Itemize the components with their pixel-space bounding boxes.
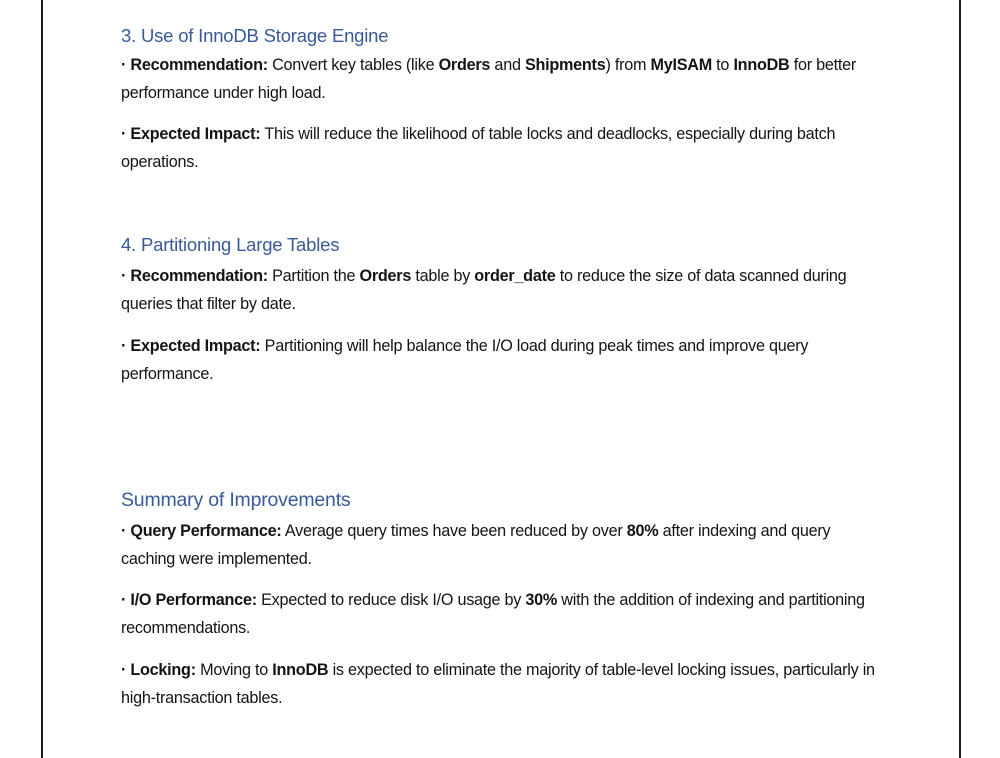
- paragraph-label: Expected Impact:: [130, 337, 261, 355]
- bullet-marker: ·: [121, 661, 131, 679]
- paragraph-innodb-impact: · Expected Impact: This will reduce the likelihood of table locks and deadlocks, especially during batch operations.: [121, 125, 836, 171]
- bullet-marker: ·: [121, 591, 131, 609]
- bullet-marker: ·: [121, 125, 131, 143]
- bold-term: order_date: [474, 267, 556, 285]
- bold-term: Orders: [359, 267, 412, 285]
- bold-term: InnoDB: [733, 56, 790, 74]
- paragraph-partitioning-impact: · Expected Impact: Partitioning will help balance the I/O load during peak times and improve query performance.: [121, 337, 809, 383]
- paragraph-label: Recommendation:: [130, 56, 268, 74]
- bullet-marker: ·: [121, 522, 131, 540]
- section-heading-innodb: 3. Use of InnoDB Storage Engine: [121, 25, 389, 46]
- paragraph-summary-locking: · Locking: Moving to InnoDB is expected to eliminate the majority of table-level locking issues, particularly in high-transaction tables.: [121, 661, 875, 707]
- paragraph-partitioning-recommendation: · Recommendation: Partition the Orders table by order_date to reduce the size of data scanned during queries that filter by date.: [121, 267, 847, 313]
- paragraph-label: Query Performance:: [130, 522, 282, 540]
- bullet-marker: ·: [121, 337, 131, 355]
- bold-term: 30%: [525, 591, 558, 609]
- paragraph-summary-query-performance: · Query Performance: Average query times have been reduced by over 80% after indexing and query caching were implemented.: [121, 522, 831, 568]
- bold-term: 80%: [626, 522, 659, 540]
- section-heading-partitioning: 4. Partitioning Large Tables: [121, 234, 340, 255]
- paragraph-label: I/O Performance:: [130, 591, 257, 609]
- paragraph-label: Expected Impact:: [130, 125, 261, 143]
- bold-term: InnoDB: [272, 661, 329, 679]
- bullet-marker: ·: [121, 267, 131, 285]
- bullet-marker: ·: [121, 56, 131, 74]
- paragraph-innodb-recommendation: · Recommendation: Convert key tables (like Orders and Shipments) from MyISAM to InnoDB for better performance under high load.: [121, 56, 857, 102]
- paragraph-summary-io-performance: · I/O Performance: Expected to reduce disk I/O usage by 30% with the addition of indexing and partitioning recommendations.: [121, 591, 865, 637]
- paragraph-label: Recommendation:: [130, 267, 268, 285]
- bold-term: Orders: [438, 56, 491, 74]
- document-page: [41, 0, 961, 758]
- bold-term: Shipments: [524, 56, 606, 74]
- bold-term: MyISAM: [650, 56, 712, 74]
- section-heading-summary: Summary of Improvements: [121, 489, 351, 511]
- paragraph-label: Locking:: [130, 661, 196, 679]
